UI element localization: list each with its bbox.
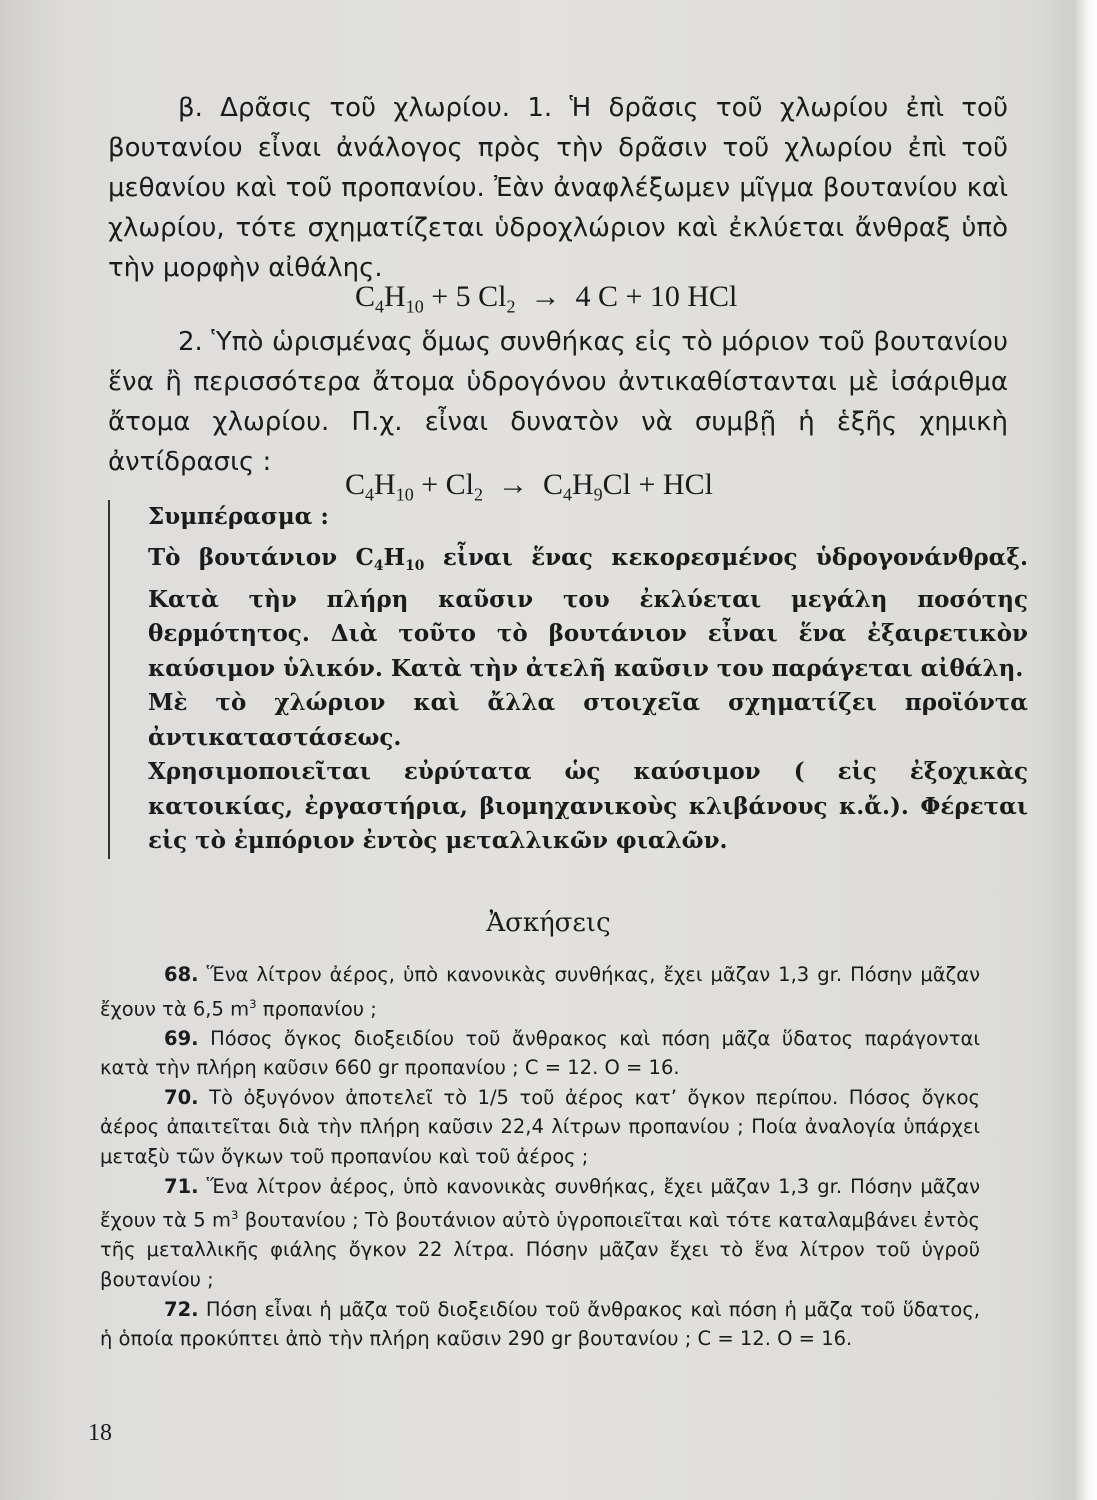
conclusion-box — [108, 500, 1028, 859]
conclusion-heading: Συμπέρασμα : — [148, 503, 329, 530]
eq1-sub-chlorine: 2 — [506, 296, 516, 317]
eq2-product-sub-hydrogen: 9 — [593, 484, 603, 505]
exercise-number: 72. — [164, 1297, 199, 1321]
exercise-item — [100, 1083, 980, 1172]
exercise-text: Πόσος ὄγκος διοξειδίου τοῦ ἄνθρακος καὶ πόση μᾶζα ὕδατος παράγονται κατὰ τὴν πλήρη καῦσιν 660 gr προπανίου ; C = 12. O = 16. — [100, 1026, 980, 1080]
eq2-sub-hydrogen: 10 — [395, 484, 414, 505]
eq1-sub-hydrogen: 10 — [405, 296, 424, 317]
eq1-products: 4 C + 10 HCl — [575, 280, 738, 313]
eq2-chlorine: + Cl — [421, 468, 474, 501]
exercise-superscript: 3 — [230, 1208, 239, 1223]
exercise-item — [100, 1024, 980, 1083]
page-edge — [1075, 0, 1097, 1500]
page-number: 18 — [88, 1420, 112, 1446]
eq2-product-hydrogen: H — [571, 468, 594, 501]
conclusion-sub-10: 10 — [405, 557, 425, 574]
lead-section — [108, 88, 1008, 288]
exercises-list — [100, 960, 980, 1354]
eq1-carbon: C — [355, 280, 376, 313]
eq1-hydrogen: H — [384, 280, 406, 313]
conclusion-paragraph-1 — [148, 541, 1028, 687]
exercise-text-end: βουτανίου ; Τὸ βουτάνιον αὐτὸ ὑγροποιεῖται καὶ τότε καταλαμβάνει ἐντὸς τῆς μεταλλικῆς φιάλης ὄγκον 22 λίτρα. Πόσην μᾶζαν ἔχει τὸ ἕνα λίτρον τοῦ ὑγροῦ βουτανίου ; — [100, 1208, 980, 1291]
eq2-hydrogen: H — [374, 468, 396, 501]
conclusion-text-b: εἶναι ἕνας κεκορεσμένος ὑδρογονάνθραξ. Κατὰ τὴν πλήρη καῦσιν του ἐκλύεται μεγάλη ποσότης θερμότητος. Διὰ τοῦτο τὸ βουτάνιον εἶναι ἕνα ἐξαιρετικὸν καύσιμον ὑλικόν. Κατὰ τὴν ἀτελῆ καῦσιν του παράγεται αἰθάλη. — [148, 543, 1028, 682]
exercise-superscript: 3 — [249, 996, 257, 1011]
conclusion-paragraph-3: Χρησιμοποιεῖται εὐρύτατα ὡς καύσιμον ( εἰς ἐξοχικὰς κατοικίας, ἐργαστήρια, βιομηχανικοὺς κλιβάνους κ.ἄ.). Φέρεται εἰς τὸ ἐμπόριον ἐντὸς μεταλλικῶν φιαλῶν. — [148, 758, 1028, 855]
exercise-number: 71. — [164, 1174, 199, 1198]
exercise-text: Πόση εἶναι ἡ μᾶζα τοῦ διοξειδίου τοῦ ἄνθρακος καὶ πόση ἡ μᾶζα τοῦ ὕδατος, ἡ ὁποία προκύπτει ἀπὸ τὴν πλήρη καῦσιν 290 gr βουτανίου ; C = 12. O = 16. — [100, 1297, 980, 1351]
exercise-item — [100, 960, 980, 1024]
eq1-arrow-icon: → — [530, 280, 561, 313]
exercises-heading: Ἀσκήσεις — [486, 908, 611, 938]
exercise-text-end: προπανίου ; — [256, 997, 377, 1021]
eq1-chlorine: + 5 Cl — [431, 280, 507, 313]
eq2-product-sub-carbon: 4 — [562, 484, 572, 505]
conclusion-sub-4: 4 — [373, 557, 384, 574]
eq2-carbon: C — [345, 468, 366, 501]
exercise-number: 70. — [164, 1085, 199, 1109]
exercise-text: Τὸ ὀξυγόνον ἀποτελεῖ τὸ 1/5 τοῦ ἀέρος κατ’ ὄγκον περίπου. Πόσος ὄγκος ἀέρος ἀπαιτεῖται διὰ τὴν πλήρη καῦσιν 22,4 λίτρων προπανίου ; Ποία ἀναλογία ὑπάρχει μεταξὺ τῶν ὄγκων τοῦ προπανίου καὶ τοῦ ἀέρος ; — [100, 1085, 980, 1169]
equation-combustion — [355, 280, 737, 317]
eq2-sub-carbon: 4 — [365, 484, 375, 505]
exercise-text: Ἕνα λίτρον ἀέρος, ὑπὸ κανονικὰς συνθήκας, ἔχει μᾶζαν 1,3 gr. Πόσην μᾶζαν ἔχουν τὰ 5 m — [100, 1174, 980, 1232]
exercise-item — [100, 1172, 980, 1295]
exercise-text: Ἕνα λίτρον ἀέρος, ὑπὸ κανονικὰς συνθήκας, ἔχει μᾶζαν 1,3 gr. Πόσην μᾶζαν ἔχουν τὰ 6,5 m — [100, 963, 980, 1021]
exercise-number: 68. — [164, 963, 199, 986]
conclusion-text-h: H — [383, 543, 406, 571]
eq2-product-carbon: C — [542, 468, 563, 501]
eq2-arrow-icon: → — [497, 468, 528, 501]
conclusion-text-a: Τὸ βουτάνιον C — [148, 543, 374, 571]
substitution-section — [108, 322, 1008, 482]
eq1-sub-carbon: 4 — [375, 296, 385, 317]
exercise-item — [100, 1295, 980, 1354]
chlorine-action-paragraph: β. Δρᾶσις τοῦ χλωρίου. 1. Ἡ δρᾶσις τοῦ χλωρίου ἐπὶ τοῦ βουτανίου εἶναι ἀνάλογος πρὸς τὴν δρᾶσιν τοῦ χλωρίου ἐπὶ τοῦ μεθανίου καὶ τοῦ προπανίου. Ἐὰν ἀναφλέξωμεν μῖγμα βουτανίου καὶ χλωρίου, τότε σχηματίζεται ὑδροχλώριον καὶ ἐκλύεται ἄνθραξ ὑπὸ τὴν μορφὴν αἰθάλης. — [108, 93, 1008, 283]
eq2-sub-chlorine: 2 — [473, 484, 483, 505]
eq2-product-rest: Cl + HCl — [602, 468, 713, 501]
exercise-number: 69. — [164, 1026, 199, 1050]
conclusion-paragraph-2: Μὲ τὸ χλώριον καὶ ἄλλα στοιχεῖα σχηματίζει προϊόντα ἀντικαταστάσεως. — [148, 689, 1028, 751]
substitution-paragraph: 2. Ὑπὸ ὡρισμένας ὅμως συνθήκας εἰς τὸ μόριον τοῦ βουτανίου ἕνα ἢ περισσότερα ἄτομα ὑδρογόνου ἀντικαθίστανται μὲ ἰσάριθμα ἄτομα χλωρίου. Π.χ. εἶναι δυνατὸν νὰ συμβῇ ἡ ἑξῆς χημικὴ ἀντίδρασις : — [108, 327, 1008, 477]
